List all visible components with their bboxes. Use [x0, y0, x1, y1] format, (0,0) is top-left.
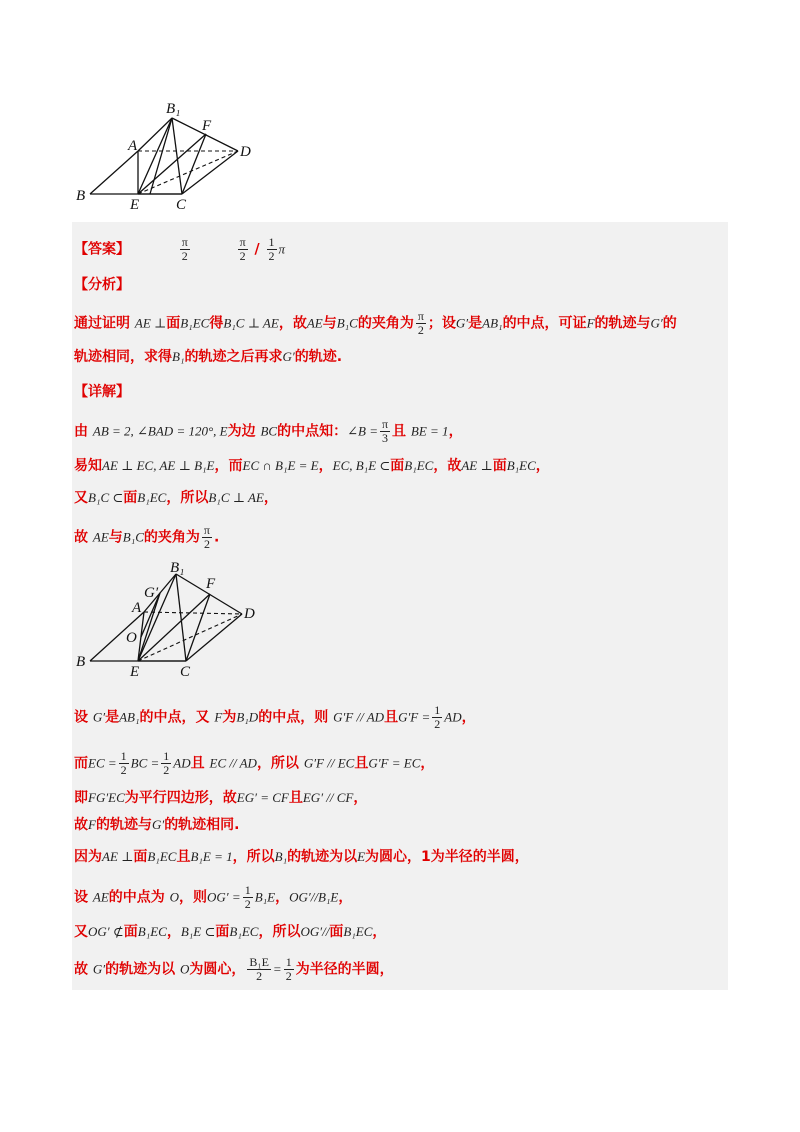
detail-line-12: 故 G′的轨迹为以 O为圆心， $\frac{\text{B₁E}}{2}$ = $\frac{1}{2}$ 为半径的半圆， — [74, 955, 394, 983]
label-A: A — [128, 138, 138, 154]
label-C: C — [176, 197, 187, 213]
detail-line-9: 因为AE ⊥面B₁EC且B₁E = 1，所以B₁的轨迹为以E为圆心，1为半径的半圆， — [74, 849, 529, 865]
analysis-line-2: 轨迹相同，求得B₁的轨迹之后再求G′的轨迹. — [74, 349, 343, 365]
label-F: F — [202, 118, 212, 134]
label-B: B — [76, 654, 86, 670]
detail-line-11: 又OG′ ⊄面B₁EC，B₁E ⊂面B₁EC，所以OG′//面B₁EC， — [74, 924, 387, 940]
label-E: E — [130, 664, 140, 680]
figure-pyramid-1 — [70, 98, 260, 213]
label-G-prime: G′ — [144, 585, 159, 601]
detail-line-4: 故 AE与B₁C的夹角为 $\frac{\pi}{2}$ . — [74, 523, 220, 551]
detail-line-6: 而EC = $\frac{1}{2}$ BC = $\frac{1}{2}$ AD且 EC // AD，所以 G′F // EC且G′F = EC， — [74, 749, 435, 777]
answer-value-1: $\frac{\pi}{2}$ — [181, 235, 188, 263]
answer-separator: / — [254, 241, 260, 258]
detail-line-7: 即FG′EC为平行四边形，故EG′ = CF且EG′ // CF， — [74, 790, 368, 806]
detail-line-2: 易知AE ⊥ EC, AE ⊥ B₁E，而EC ∩ B₁E = E，EC, B₁E ⊂面B₁EC，故AE ⊥面B₁EC， — [74, 458, 550, 474]
detail-line-10: 设 AE的中点为 O，则OG′ = $\frac{1}{2}$ B₁E，OG′//B₁E， — [74, 883, 353, 911]
label-D: D — [240, 144, 251, 160]
analysis-label: 【分析】 — [74, 277, 130, 293]
answer-row: 【答案】 $\frac{\pi}{2}$ $\frac{\pi}{2}$ / $\frac{1}{2}$ π — [74, 235, 286, 263]
figure-pyramid-2 — [70, 560, 270, 685]
answer-label: 【答案】 — [74, 241, 130, 258]
label-F: F — [206, 576, 216, 592]
detail-label: 【详解】 — [74, 384, 130, 400]
label-B1: B₁ — [166, 101, 181, 117]
label-O: O — [126, 630, 137, 646]
label-D: D — [244, 606, 255, 622]
answer-value-3: $\frac{1}{2}$ — [268, 235, 275, 263]
label-B1: B₁ — [170, 560, 185, 576]
answer-value-2: $\frac{\pi}{2}$ — [239, 235, 246, 263]
label-C: C — [180, 664, 191, 680]
label-E: E — [130, 197, 140, 213]
label-A: A — [132, 600, 142, 616]
detail-line-5: 设 G′是AB₁的中点，又 F为B₁D的中点，则 G′F // AD且G′F = $\frac{1}{2}$ AD， — [74, 703, 476, 731]
label-B: B — [76, 188, 86, 204]
analysis-line-1: 通过证明 AE ⊥面B₁EC得B₁C ⊥ AE，故AE与B₁C的夹角为 $\frac{\pi}{2}$ ；设G′是AB₁的中点，可证F的轨迹与G′的 — [74, 309, 677, 337]
detail-line-1: 由 AB = 2, ∠BAD = 120°, E为边 BC的中点知：∠B = $\frac{\pi}{3}$ 且 BE = 1， — [74, 417, 463, 445]
detail-line-3: 又B₁C ⊂面B₁EC，所以B₁C ⊥ AE， — [74, 490, 278, 506]
detail-line-8: 故F的轨迹与G′的轨迹相同. — [74, 817, 240, 833]
